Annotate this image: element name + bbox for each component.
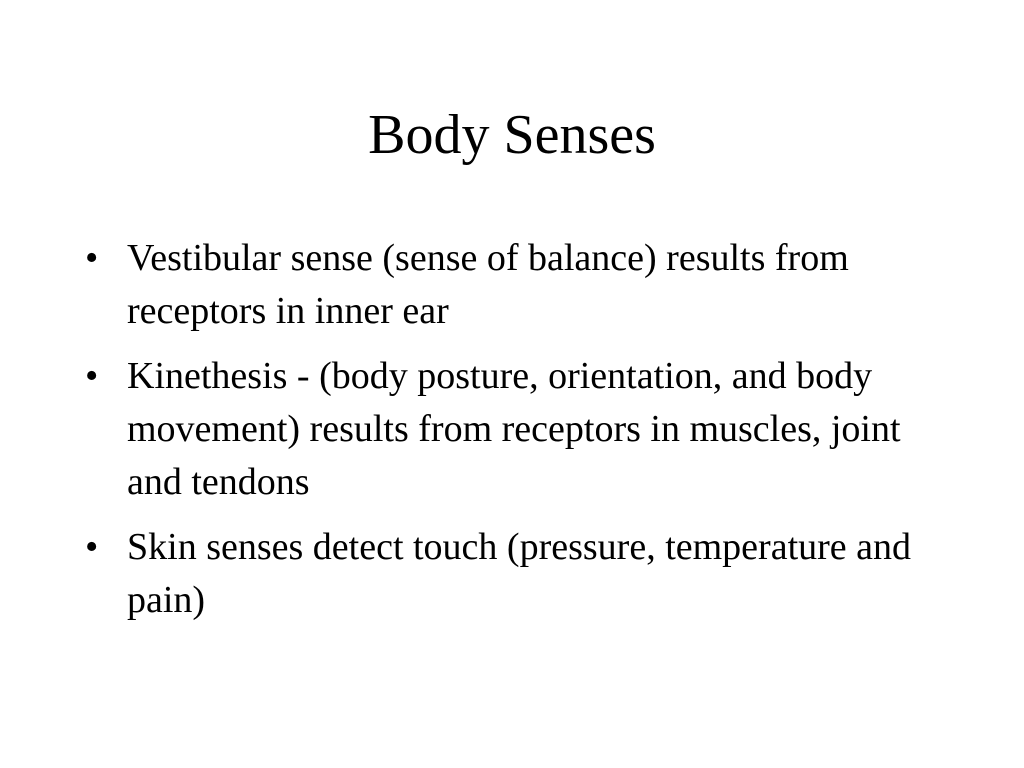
bullet-icon: • [85,526,99,568]
bullet-item-vestibular [85,232,945,338]
bullet-icon: • [85,237,99,279]
bullet-text: Vestibular sense (sense of balance) results from receptors in inner ear [127,237,849,332]
bullet-item-kinethesis [85,350,945,509]
bullet-icon: • [85,355,99,397]
bullet-list [85,232,945,639]
bullet-text: Kinethesis - (body posture, orientation, and body movement) results from receptors in muscles, joint and tendons [127,355,901,503]
slide-title: Body Senses [368,104,656,166]
bullet-text: Skin senses detect touch (pressure, temperature and pain) [127,526,912,621]
bullet-item-skin-senses [85,521,945,627]
